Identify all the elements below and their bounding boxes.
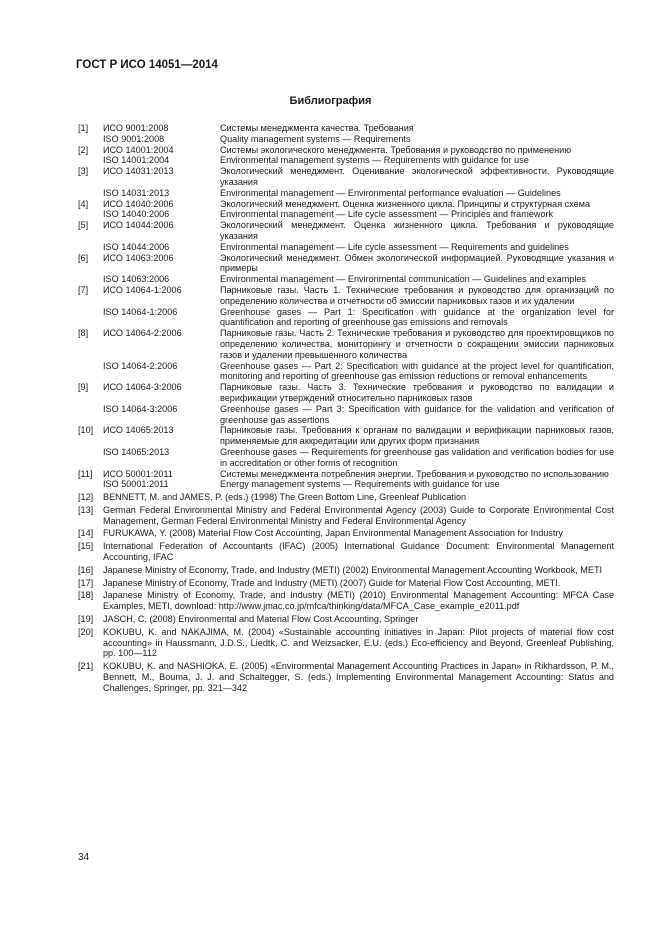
bibliography-entry — [78, 627, 614, 659]
reference-text: BENNETT, M. and JAMES, P. (eds.) (1998) The Green Bottom Line, Greenleaf Publication — [103, 492, 467, 503]
entry-number: [18] — [78, 590, 94, 601]
bibliography-entry — [78, 492, 614, 503]
standard-title: Системы менеджмента потребления энергии. Требования и руководство по использованию — [220, 468, 609, 479]
entry-number: [3] — [78, 166, 89, 177]
standard-title: Greenhouse gases — Part 3: Specification with guidance for the validation and verification of greenhouse gas assertions — [220, 403, 614, 425]
standard-title: Environmental management systems — Requirements with guidance for use — [220, 155, 529, 166]
entry-latin — [103, 307, 614, 329]
bibliography-entry — [78, 199, 614, 221]
entry-latin — [103, 155, 614, 166]
standard-title: Экологический менеджмент. Оценка жизненного цикла. Требования и руководящие указания — [220, 220, 614, 241]
standard-title: Environmental management — Life cycle assessment — Requirements and guidelines — [220, 241, 569, 252]
entry-russian — [103, 285, 614, 307]
entry-number: [20] — [78, 626, 94, 637]
bibliography-entry — [78, 220, 614, 252]
bibliography-entry — [78, 590, 614, 612]
entry-number: [2] — [78, 144, 89, 155]
bibliography-entry — [78, 661, 614, 693]
entry-number: [4] — [78, 198, 89, 209]
page-number: 34 — [78, 852, 90, 863]
standard-code: ISO 14031:2013 — [103, 187, 170, 198]
reference-text: Japanese Ministry of Economy, Trade, and Industry (METI) (2010) Environmental Management Accounting: MFCA Case Examples, METI, download: http://www.jmac.co.jp/mfca/thinking/data/MFCA_Case_example_e2011.pdf — [103, 590, 614, 612]
bibliography-entry — [78, 614, 614, 625]
standard-code: ИСО 14001:2004 — [103, 144, 174, 155]
entry-number: [12] — [78, 492, 94, 503]
entry-number: [11] — [78, 468, 93, 479]
reference-text: International Federation of Accountants (IFAC) (2005) International Guidance Document: Environmental Management Accounting, IFAC — [103, 541, 614, 563]
standard-title: Экологический менеджмент. Оценка жизненного цикла. Принципы и структурная схема — [220, 198, 591, 209]
standard-title: Energy management systems — Requirements with guidance for use — [220, 479, 500, 490]
bibliography-entry — [78, 253, 614, 285]
standard-title: Environmental management — Environmental communication — Guidelines and examples — [220, 274, 586, 285]
standard-title: Environmental management — Environmental performance evaluation — Guidelines — [220, 187, 561, 198]
entry-body — [103, 469, 614, 491]
entry-russian — [103, 469, 614, 480]
bibliography-entry — [78, 285, 614, 328]
bibliography-entry — [78, 541, 614, 563]
entry-body — [103, 145, 614, 167]
standard-code: ИСО 14064-3:2006 — [103, 382, 182, 393]
document-header: ГОСТ Р ИСО 14051—2014 — [76, 59, 218, 71]
entry-latin — [103, 188, 614, 199]
bibliography-entry — [78, 145, 614, 167]
standard-code: ISO 14001:2004 — [103, 155, 170, 166]
entry-body — [103, 285, 614, 328]
bibliography-entry — [78, 578, 614, 589]
entry-latin — [103, 209, 614, 220]
standard-code: ISO 14064-3:2006 — [103, 403, 178, 414]
standard-code: ISO 14040:2006 — [103, 209, 170, 220]
reference-text: JASCH, C. (2008) Environmental and Material Flow Cost Accounting, Springer — [103, 614, 419, 625]
standard-title: Quality management systems — Requirements — [220, 133, 411, 144]
standard-title: Парниковые газы. Требования к органам по валидации и верификации парниковых газов, применяемые для аккредитации или других форм признания — [220, 425, 614, 447]
standard-title: Парниковые газы. Часть 2. Технические требования и руководство для проектировщиков по определению количества, мониторингу и отчетности о сокращении эмиссии парниковых газов и удалении превышенного количества — [220, 328, 614, 360]
bibliography-entry — [78, 505, 614, 527]
entry-number: [19] — [78, 614, 94, 625]
reference-text: German Federal Environmental Ministry and Federal Environmental Agency (2003) Guide to Corporate Environmental Cost Management, German Federal Environmental Ministry and Federal Environmental Agency — [103, 504, 614, 526]
bibliography-title: Библиография — [289, 95, 372, 107]
entry-number: [5] — [78, 220, 89, 231]
entry-number: [16] — [78, 564, 94, 575]
bibliography-entry — [78, 123, 614, 145]
standard-title: Парниковые газы. Часть 3. Технические требования и руководство по валидации и верификации утверждений относительно парниковых газов — [220, 382, 614, 403]
standard-code: ISO 14064-1:2006 — [103, 306, 178, 317]
bibliography-entry — [78, 166, 614, 198]
reference-text: Japanese Ministry of Economy, Trade and Industry (METI) (2007) Guide for Material Flow Cost Accounting, METI. — [103, 577, 561, 588]
reference-text: Japanese Ministry of Economy, Trade, and Industry (METI) (2002) Environmental Management Accounting Workbook, METI — [103, 564, 603, 575]
entry-russian — [103, 199, 614, 210]
entry-latin — [103, 447, 614, 469]
entry-body — [103, 166, 614, 198]
standard-title: Greenhouse gases — Requirements for greenhouse gas validation and verification bodies for use in accreditation or other forms of recognition — [220, 446, 614, 468]
entry-number: [15] — [78, 541, 94, 552]
entry-russian — [103, 328, 614, 360]
entry-body — [103, 253, 614, 285]
entry-russian — [103, 166, 614, 188]
entry-russian — [103, 425, 614, 447]
bibliography-entry — [78, 469, 614, 491]
entry-number: [21] — [78, 661, 94, 672]
entry-latin — [103, 274, 614, 285]
standard-title: Системы менеджмента качества. Требования — [220, 123, 414, 133]
standard-code: ИСО 9001:2008 — [103, 123, 169, 133]
standard-title: Системы экологического менеджмента. Требования и руководство по применению — [220, 144, 572, 155]
entry-number: [9] — [78, 382, 89, 393]
standard-code: ISO 9001:2008 — [103, 133, 165, 144]
reference-text: KOKUBU, K. and NASHIOKA, E. (2005) «Environmental Management Accounting Practices in Japan» in Rikhardsson, P. M., Bennett, M., Bouma, J. J. and Schaltegger, S. (eds.) Implementing Environmental Management Accounting: Status and Challenges, Springer, pp. 321—342 — [103, 661, 614, 693]
reference-text: KOKUBU, K. and NAKAJIMA, M. (2004) «Sustainable accounting initiatives in Japan: Pilot projects of material flow cost accounting» in Haussmann, J.D.S., Liedtk, C. and Weizsacker, E.U. (eds.) Eco-efficiency and Beyond, Greenleaf Publishing, pp. 100—112 — [103, 626, 614, 659]
entry-russian — [103, 253, 614, 275]
entry-body — [103, 328, 614, 382]
standard-title: Экологический менеджмент. Обмен экологической информацией. Руководящие указания и примеры — [220, 252, 614, 274]
entry-latin — [103, 479, 614, 490]
standard-title: Greenhouse gases — Part 2: Specification with guidance at the project level for quantification, monitoring and reporting of greenhouse gas emission reductions or removal enhancements — [220, 360, 614, 382]
entry-body — [103, 220, 614, 252]
entry-number: [13] — [78, 504, 94, 515]
entry-number: [6] — [78, 252, 89, 263]
standard-title: Greenhouse gases — Part 1: Specification with guidance at the organization level for quantification and reporting of greenhouse gas emissions and removals — [220, 306, 614, 328]
standard-code: ISO 14044:2006 — [103, 241, 170, 252]
entry-body — [103, 382, 614, 425]
entry-russian — [103, 145, 614, 156]
standard-code: ИСО 14065:2013 — [103, 425, 174, 436]
bibliography-entry — [78, 565, 614, 576]
standard-code: ИСО 14064-2:2006 — [103, 328, 182, 339]
entry-russian — [103, 382, 614, 404]
entry-number: [8] — [78, 328, 89, 339]
standard-code: ИСО 14040:2006 — [103, 198, 174, 209]
reference-text: FURUKAWA, Y. (2008) Material Flow Cost Accounting, Japan Environmental Management Association for Industry — [103, 528, 563, 539]
standard-code: ISO 14065:2013 — [103, 446, 170, 457]
bibliography-entry — [78, 328, 614, 382]
standard-code: ИСО 14064-1:2006 — [103, 284, 182, 295]
standard-title: Environmental management — Life cycle assessment — Principles and framework — [220, 209, 554, 220]
entry-number: [7] — [78, 284, 89, 295]
entry-number: [14] — [78, 528, 94, 539]
standard-code: ИСО 14063:2006 — [103, 252, 174, 263]
references-section — [78, 492, 614, 694]
entry-latin — [103, 134, 614, 145]
bibliography-entry — [78, 528, 614, 539]
standard-title: Экологический менеджмент. Оценивание экологической эффективности. Руководящие указания — [220, 166, 614, 187]
entry-russian — [103, 220, 614, 242]
entry-body — [103, 199, 614, 221]
entry-number: [10] — [78, 425, 94, 436]
entry-latin — [103, 404, 614, 426]
bibliography-entry — [78, 425, 614, 468]
standard-code: ISO 14063:2006 — [103, 274, 170, 285]
entry-latin — [103, 361, 614, 383]
standard-code: ИСО 14044:2006 — [103, 220, 174, 231]
bibliography-entry — [78, 382, 614, 425]
standard-code: ИСО 50001:2011 — [103, 468, 173, 479]
standard-code: ISO 50001:2011 — [103, 479, 169, 490]
entry-body — [103, 123, 614, 145]
standard-code: ИСО 14031:2013 — [103, 166, 174, 177]
entry-body — [103, 425, 614, 468]
standard-title: Парниковые газы. Часть 1. Технические требования и руководство для организаций по определению количества и отчетности об эмиссии парниковых газов и их удалении — [220, 284, 614, 306]
bibliography-list — [78, 123, 614, 694]
standards-section — [78, 123, 614, 490]
entry-number: [17] — [78, 577, 94, 588]
standard-code: ISO 14064-2:2006 — [103, 360, 178, 371]
entry-latin — [103, 242, 614, 253]
entry-number: [1] — [78, 123, 89, 133]
entry-russian — [103, 123, 614, 134]
